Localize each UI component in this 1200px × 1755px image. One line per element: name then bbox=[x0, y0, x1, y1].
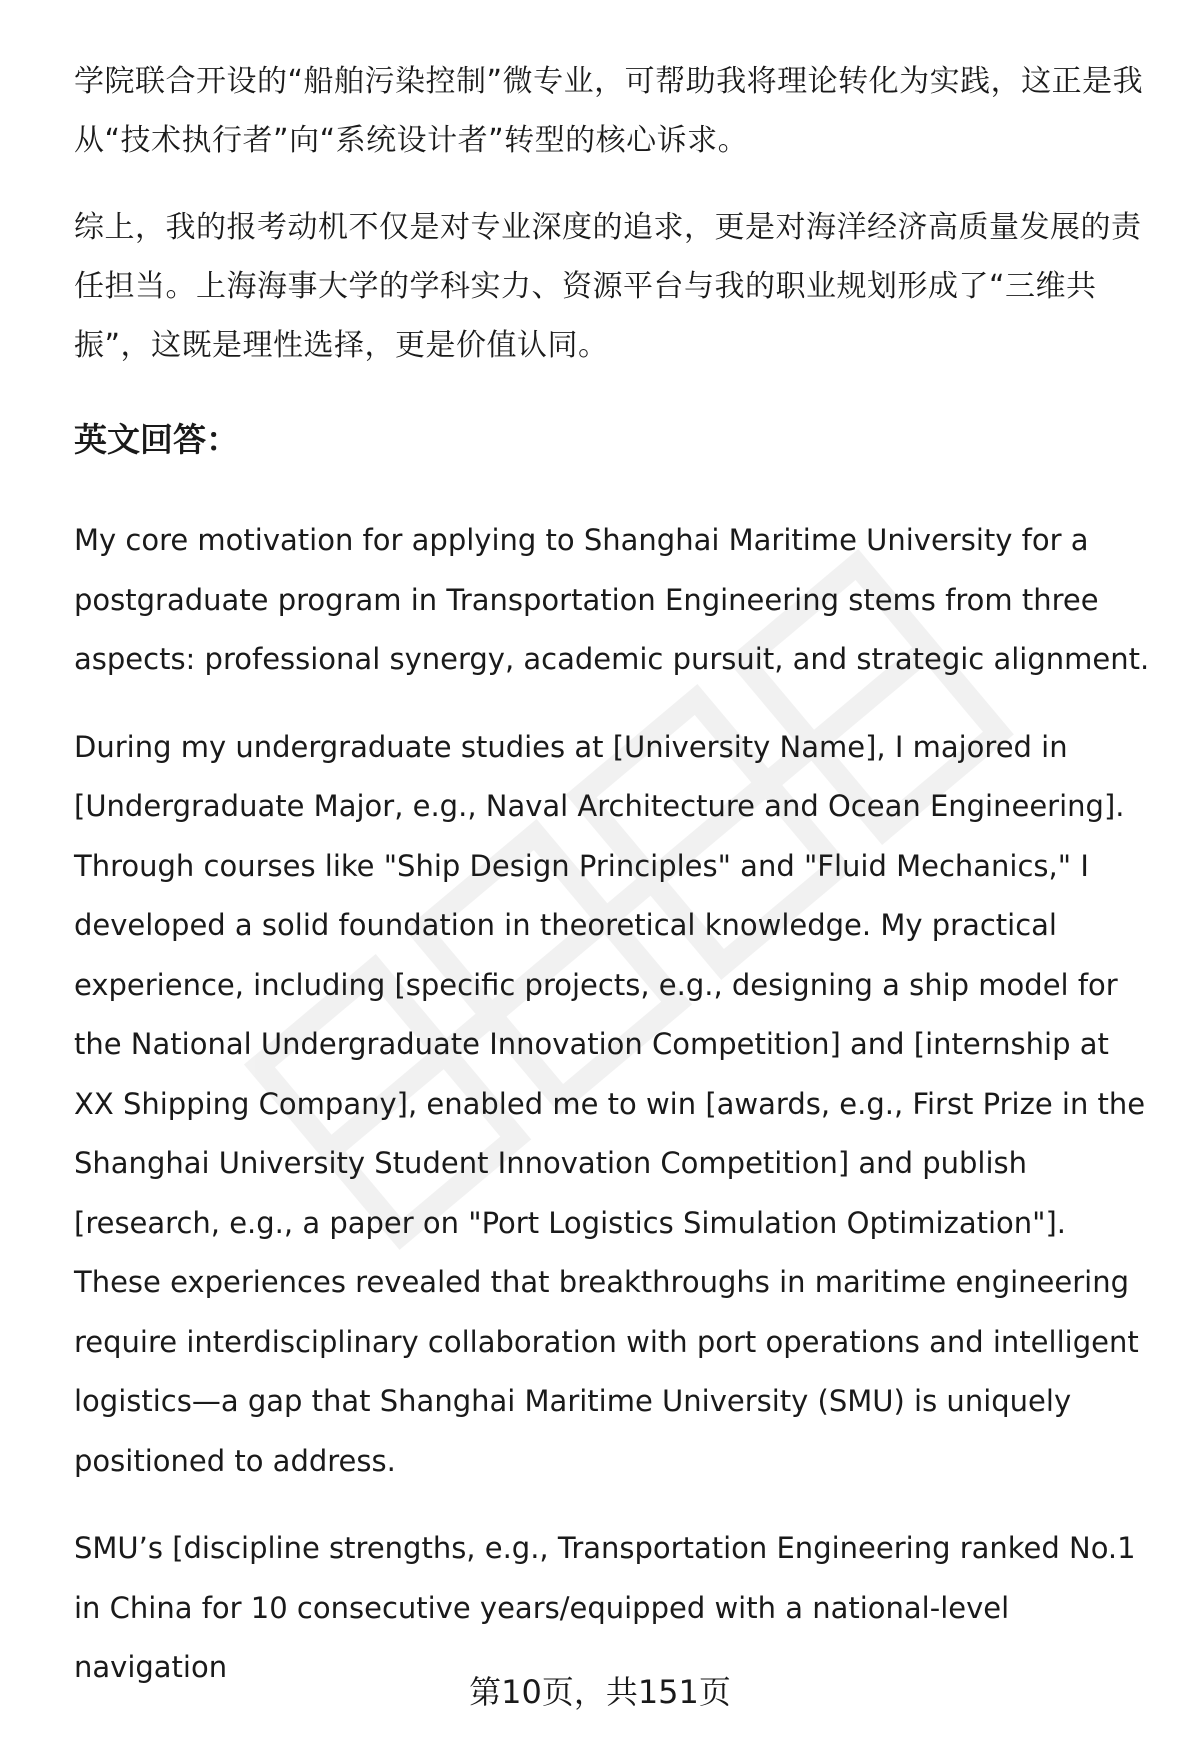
cn-paragraph-2: 综上，我的报考动机不仅是对专业深度的追求，更是对海洋经济高质量发展的责任担当。上海海事大学的学科实力、资源平台与我的职业规划形成了“三维共振”，这既是理性选择，更是价值认同。 bbox=[74, 210, 1142, 363]
section-heading-english-answer: 英文回答： bbox=[74, 420, 239, 459]
cn-paragraph-1: 学院联合开设的“船舶污染控制”微专业，可帮助我将理论转化为实践，这正是我从“技术执行者”向“系统设计者”转型的核心诉求。 bbox=[74, 64, 1144, 158]
page-number-footer: 第10页，共151页 bbox=[469, 1673, 731, 1711]
document-page bbox=[74, 52, 1154, 1726]
en-paragraph-1: My core motivation for applying to Shanghai Maritime University for a postgraduate program in Transportation Engineering stems from three aspects: professional synergy, academic pursuit, and strategic alignment. bbox=[74, 523, 1150, 676]
en-paragraph-2: During my undergraduate studies at [University Name], I majored in [Undergraduate Major, e.g., Naval Architecture and Ocean Engineering]. Through courses like "Ship Design Principles" and "Fluid Mechanics," I developed a solid foundation in theoretical knowledge. My practical experience, including [specific projects, e.g., designing a ship model for the National Undergraduate Innovation Competition] and [internship at XX Shipping Company], enabled me to win [awards, e.g., First Prize in the Shanghai University Student Innovation Competition] and publish [research, e.g., a paper on "Port Logistics Simulation Optimization"]. These experiences revealed that breakthroughs in maritime engineering require interdisciplinary collaboration with port operations and intelligent logistics—a gap that Shanghai Maritime University (SMU) is uniquely positioned to address. bbox=[74, 729, 1146, 1478]
en-paragraph-3: SMU’s [discipline strengths, e.g., Transportation Engineering ranked No.1 in China for 10 consecutive years/equipped with a national-level navigation bbox=[74, 1531, 1136, 1684]
